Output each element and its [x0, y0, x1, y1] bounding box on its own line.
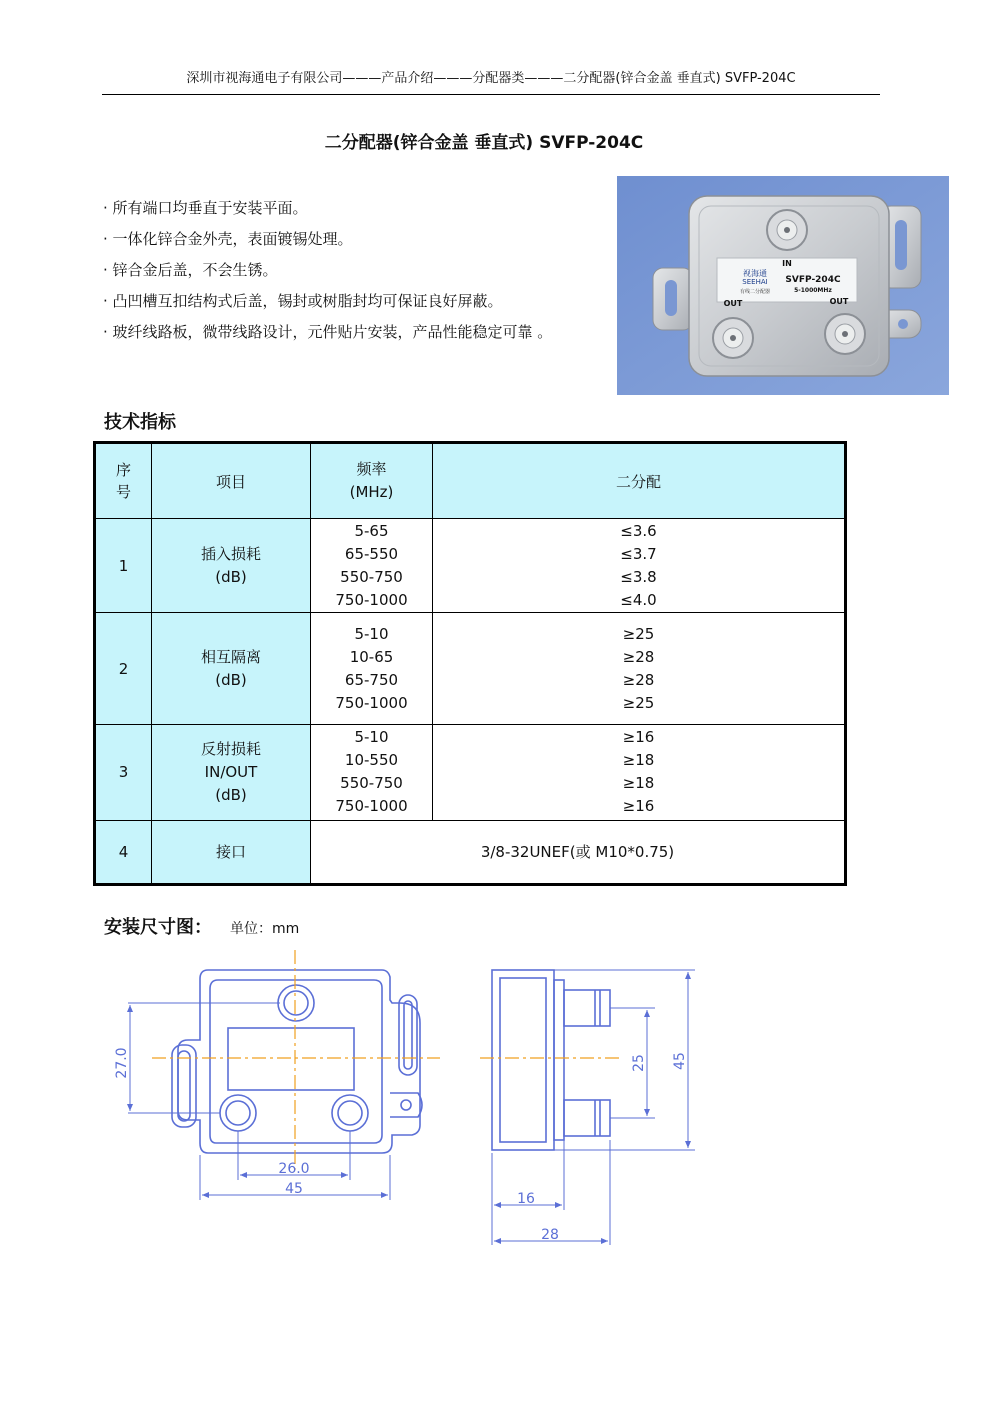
row-value: 3/8-32UNEF(或 M10*0.75) — [311, 820, 846, 884]
feature-item: · 凸凹槽互扣结构式后盖，锡封或树脂封均可保证良好屏蔽。 — [103, 292, 503, 310]
breadcrumb: 深圳市视海通电子有限公司———产品介绍———分配器类———二分配器(锌合金盖 垂直式) SVFP-204C — [186, 71, 796, 86]
table-row — [95, 725, 846, 820]
row-values: ≥16 ≥18 ≥18 ≥16 — [433, 725, 846, 820]
dimension-section-title — [104, 913, 299, 939]
table-row — [95, 612, 846, 725]
photo-out-label: OUT — [829, 297, 849, 306]
row-item: 插入损耗 (dB) — [152, 519, 311, 612]
feature-item: · 一体化锌合金外壳，表面镀锡处理。 — [103, 230, 353, 248]
row-item: 反射损耗 IN/OUT (dB) — [152, 725, 311, 820]
row-no: 1 — [95, 519, 152, 612]
feature-list — [103, 193, 603, 344]
photo-brand-cn: 视海通 — [743, 269, 767, 278]
dim-28: 28 — [541, 1227, 559, 1243]
header-freq: 频率 (MHz) — [311, 443, 433, 519]
photo-in-label: IN — [782, 259, 792, 268]
feature-item: · 所有端口均垂直于安装平面。 — [103, 199, 308, 217]
dim-25: 25 — [631, 1054, 647, 1072]
row-values: ≤3.6 ≤3.7 ≤3.8 ≤4.0 — [433, 519, 846, 612]
product-photo — [617, 176, 949, 395]
table-row — [95, 519, 846, 612]
dimension-title: 安装尺寸图： — [104, 917, 212, 938]
row-values: ≥25 ≥28 ≥28 ≥25 — [433, 612, 846, 725]
row-freqs: 5-10 10-550 550-750 750-1000 — [311, 725, 433, 820]
row-item: 接口 — [152, 820, 311, 884]
spec-section-title: 技术指标 — [104, 412, 176, 433]
photo-brand-en: SEEHAI — [742, 278, 768, 286]
header-no: 序号 — [95, 443, 152, 519]
header-value: 二分配 — [433, 443, 846, 519]
spec-table — [93, 441, 847, 886]
row-freqs: 5-10 10-65 65-750 750-1000 — [311, 612, 433, 725]
dim-45-front: 45 — [285, 1181, 303, 1197]
feature-item: · 锌合金后盖，不会生锈。 — [103, 261, 278, 279]
dimension-drawing — [100, 945, 720, 1255]
row-no: 3 — [95, 725, 152, 820]
header-item: 项目 — [152, 443, 311, 519]
dim-26: 26.0 — [278, 1161, 310, 1177]
dim-45-side: 45 — [672, 1052, 688, 1070]
photo-out-label: OUT — [723, 299, 743, 308]
page-title: 二分配器(锌合金盖 垂直式) SVFP-204C — [324, 133, 644, 153]
row-freqs: 5-65 65-550 550-750 750-1000 — [311, 519, 433, 612]
feature-item: · 玻纤线路板，微带线路设计，元件贴片安装，产品性能稳定可靠 。 — [103, 323, 553, 341]
row-item: 相互隔离 (dB) — [152, 612, 311, 725]
photo-model: SVFP-204C — [785, 275, 841, 285]
row-no: 4 — [95, 820, 152, 884]
table-header-row — [95, 443, 846, 519]
photo-brand-sub: 有线二分配器 — [739, 289, 771, 295]
dimension-unit: 单位：mm — [230, 921, 300, 937]
photo-range: 5-1000MHz — [794, 287, 832, 294]
dim-27: 27.0 — [114, 1047, 130, 1079]
page-header — [102, 70, 880, 95]
dim-16: 16 — [517, 1191, 535, 1207]
row-no: 2 — [95, 612, 152, 725]
table-row — [95, 820, 846, 884]
